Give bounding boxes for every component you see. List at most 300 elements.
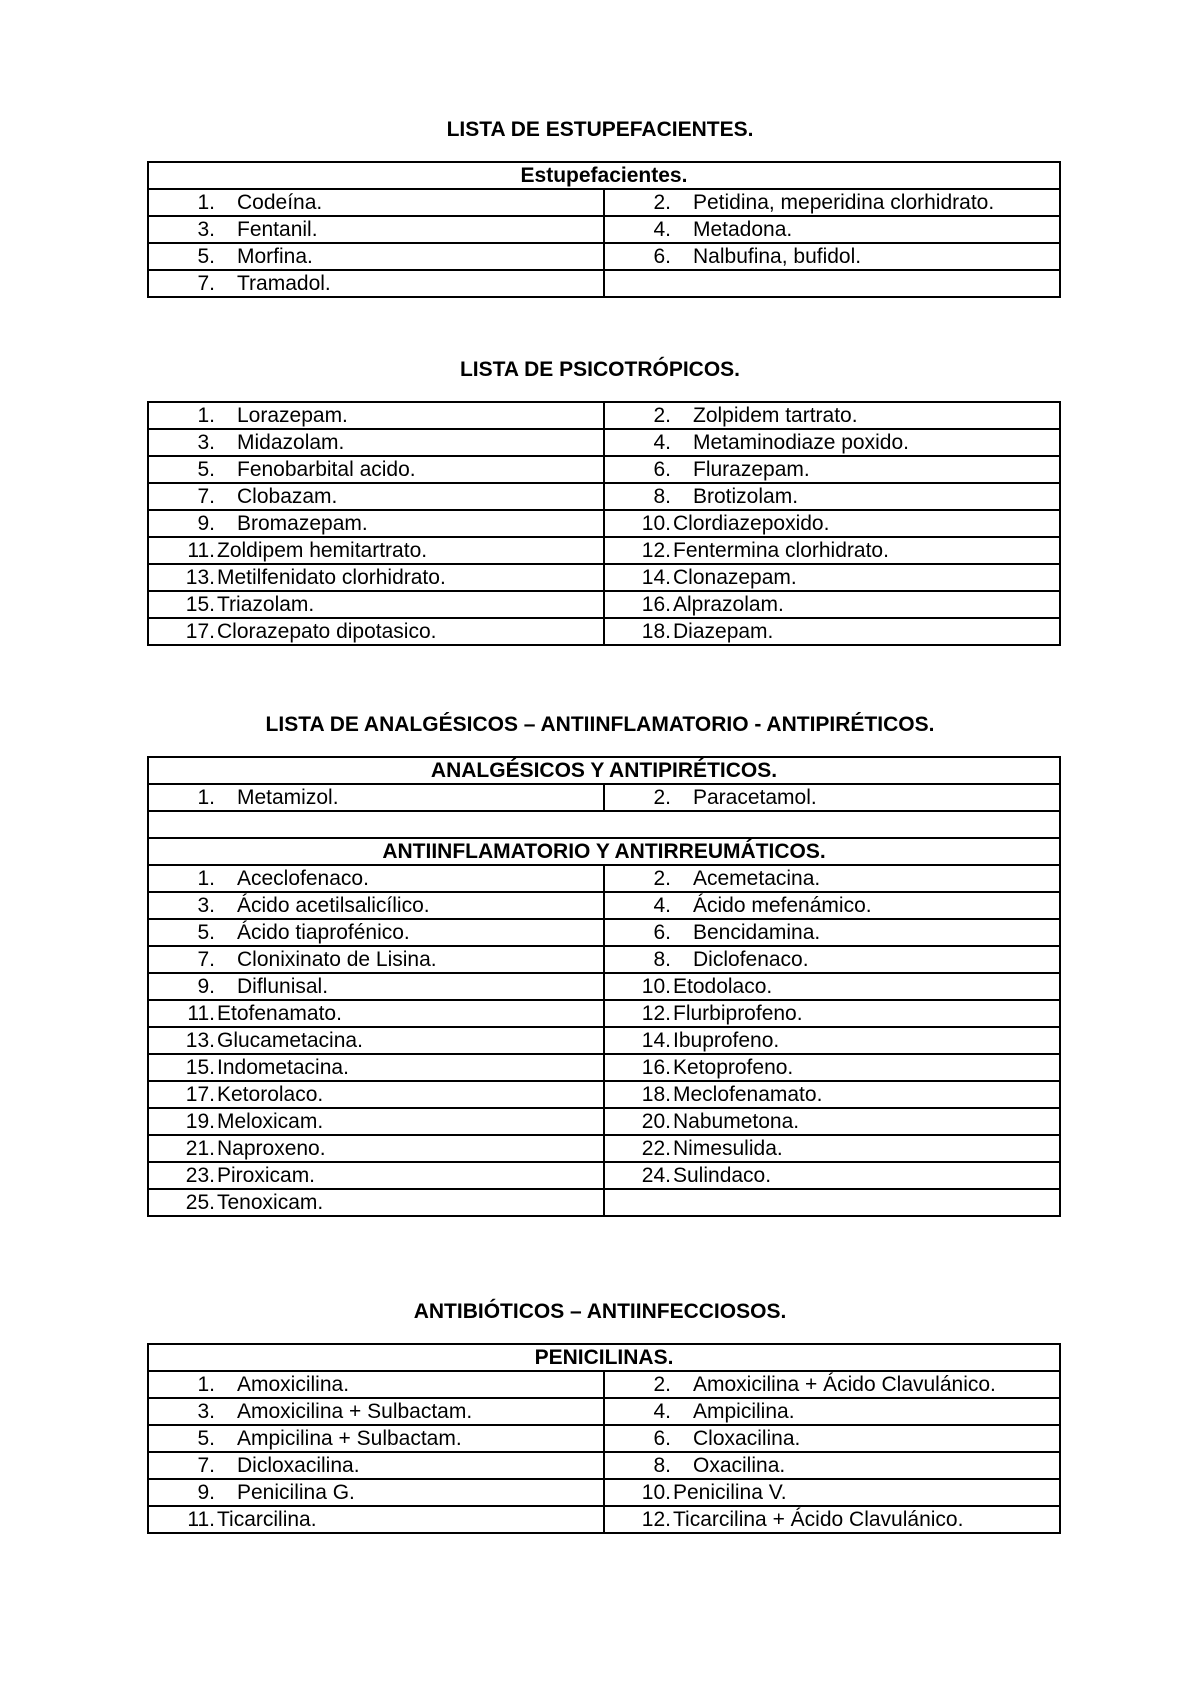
item-label: Metilfenidato clorhidrato. <box>217 566 446 589</box>
item-label: Fentanil. <box>237 218 318 241</box>
table-cell <box>148 1452 604 1479</box>
table-row <box>148 973 1060 1000</box>
item-number: 23. <box>185 1164 215 1187</box>
item-number: 21. <box>185 1137 215 1160</box>
table-row <box>148 1135 1060 1162</box>
list-item <box>149 866 603 891</box>
item-label: Midazolam. <box>237 431 345 454</box>
item-label: Ketoprofeno. <box>673 1056 794 1079</box>
list-item <box>149 403 603 428</box>
table-cell <box>148 919 604 946</box>
item-number: 18. <box>641 620 671 643</box>
table-cell <box>148 402 604 429</box>
table-row <box>148 1452 1060 1479</box>
table-cell <box>148 946 604 973</box>
list-item <box>605 866 1059 891</box>
list-item <box>605 403 1059 428</box>
table-cell <box>604 973 1060 1000</box>
item-label: Fentermina clorhidrato. <box>673 539 889 562</box>
item-number: 24. <box>641 1164 671 1187</box>
item-label: Ácido acetilsalicílico. <box>237 894 430 917</box>
list-item <box>605 947 1059 972</box>
list-item <box>149 1190 603 1215</box>
table-row <box>148 1425 1060 1452</box>
table-cell <box>148 1162 604 1189</box>
list-item <box>149 1001 603 1026</box>
table-row <box>148 1162 1060 1189</box>
table-cell <box>604 1162 1060 1189</box>
table-cell <box>604 1398 1060 1425</box>
table-header: Estupefacientes. <box>148 162 1060 189</box>
table-cell <box>604 618 1060 645</box>
list-item <box>149 920 603 945</box>
item-label: Lorazepam. <box>237 404 348 427</box>
table-cell <box>604 537 1060 564</box>
table-row <box>148 919 1060 946</box>
table-cell <box>604 1027 1060 1054</box>
list-item <box>149 484 603 509</box>
list-item <box>605 974 1059 999</box>
item-label: Etofenamato. <box>217 1002 342 1025</box>
item-number: 1. <box>197 191 215 214</box>
table-row <box>148 1479 1060 1506</box>
item-label: Meclofenamato. <box>673 1083 823 1106</box>
table-psicotropicos <box>147 401 1061 646</box>
table-cell <box>148 973 604 1000</box>
table-cell <box>604 919 1060 946</box>
item-label: Sulindaco. <box>673 1164 772 1187</box>
table-cell <box>148 618 604 645</box>
title-estupefacientes: LISTA DE ESTUPEFACIENTES. <box>446 118 754 141</box>
table-cell <box>148 784 604 811</box>
table-cell <box>148 189 604 216</box>
item-label: Clonixinato de Lisina. <box>237 948 437 971</box>
list-item <box>605 457 1059 482</box>
item-number: 7. <box>197 948 215 971</box>
item-label: Tenoxicam. <box>217 1191 324 1214</box>
list-item <box>605 1028 1059 1053</box>
item-number: 3. <box>197 894 215 917</box>
item-label: Zoldipem hemitartrato. <box>217 539 428 562</box>
list-item <box>149 457 603 482</box>
list-item <box>149 565 603 590</box>
table-cell <box>148 591 604 618</box>
item-number: 11. <box>187 539 215 562</box>
list-item <box>149 592 603 617</box>
table-cell <box>604 429 1060 456</box>
item-label: Flurbiprofeno. <box>673 1002 803 1025</box>
item-number: 2. <box>653 1373 671 1396</box>
item-number: 10. <box>641 1481 671 1504</box>
item-label: Triazolam. <box>217 593 315 616</box>
item-label: Acemetacina. <box>693 867 821 890</box>
item-label: Penicilina V. <box>673 1481 787 1504</box>
item-number: 9. <box>197 512 215 535</box>
table-row <box>148 510 1060 537</box>
item-number: 13. <box>185 1029 215 1052</box>
list-item <box>149 271 603 296</box>
item-number: 4. <box>653 894 671 917</box>
item-label: Morfina. <box>237 245 313 268</box>
table-row <box>148 243 1060 270</box>
item-label: Alprazolam. <box>673 593 784 616</box>
item-label: Brotizolam. <box>693 485 799 508</box>
list-item <box>149 1055 603 1080</box>
list-item <box>149 1109 603 1134</box>
item-number: 8. <box>653 948 671 971</box>
table-cell <box>148 865 604 892</box>
item-label: Petidina, meperidina clorhidrato. <box>693 191 995 214</box>
table-row <box>148 1027 1060 1054</box>
list-item <box>605 190 1059 215</box>
item-number: 7. <box>197 1454 215 1477</box>
table-header: PENICILINAS. <box>148 1344 1060 1371</box>
list-item <box>149 1136 603 1161</box>
item-label: Indometacina. <box>217 1056 349 1079</box>
table-row <box>148 216 1060 243</box>
item-number: 4. <box>653 431 671 454</box>
list-item <box>605 1163 1059 1188</box>
table-row <box>148 618 1060 645</box>
list-item <box>605 785 1059 810</box>
item-label: Nimesulida. <box>673 1137 783 1160</box>
list-item <box>605 1426 1059 1451</box>
item-number: 3. <box>197 1400 215 1423</box>
table-cell <box>148 1506 604 1533</box>
item-label: Nalbufina, bufidol. <box>693 245 862 268</box>
table-cell <box>604 892 1060 919</box>
item-number: 11. <box>187 1508 215 1531</box>
item-label: Piroxicam. <box>217 1164 316 1187</box>
table-cell <box>604 1108 1060 1135</box>
item-label: Dicloxacilina. <box>237 1454 360 1477</box>
table-row <box>148 591 1060 618</box>
table-cell <box>604 216 1060 243</box>
list-item <box>605 920 1059 945</box>
blank-row <box>148 811 1060 838</box>
list-item <box>605 538 1059 563</box>
item-label: Ticarcilina + Ácido Clavulánico. <box>673 1508 964 1531</box>
item-number: 25. <box>185 1191 215 1214</box>
table-cell <box>148 892 604 919</box>
table-row <box>148 483 1060 510</box>
item-number: 8. <box>653 1454 671 1477</box>
item-label: Etodolaco. <box>673 975 773 998</box>
item-label: Clobazam. <box>237 485 338 508</box>
table-cell <box>148 1189 604 1216</box>
table-cell <box>604 1054 1060 1081</box>
table-header: ANALGÉSICOS Y ANTIPIRÉTICOS. <box>148 757 1060 784</box>
list-item <box>149 1480 603 1505</box>
list-item <box>605 1055 1059 1080</box>
item-label: Clorazepato dipotasico. <box>217 620 437 643</box>
table-penicilinas <box>147 1343 1061 1534</box>
list-item <box>149 1082 603 1107</box>
table-cell <box>604 243 1060 270</box>
table-cell <box>148 429 604 456</box>
table-cell <box>148 1000 604 1027</box>
item-label: Metaminodiaze poxido. <box>693 431 909 454</box>
table-row <box>148 537 1060 564</box>
list-item <box>149 1399 603 1424</box>
item-number: 12. <box>641 539 671 562</box>
table-header: ANTIINFLAMATORIO Y ANTIRREUMÁTICOS. <box>148 838 1060 865</box>
item-label: Glucametacina. <box>217 1029 363 1052</box>
item-number: 1. <box>197 867 215 890</box>
table-cell <box>604 483 1060 510</box>
item-number: 9. <box>197 975 215 998</box>
table-cell <box>148 1027 604 1054</box>
list-item <box>149 244 603 269</box>
list-item <box>605 619 1059 644</box>
item-number: 2. <box>653 867 671 890</box>
table-row <box>148 1108 1060 1135</box>
table-cell <box>148 243 604 270</box>
item-number: 10. <box>641 975 671 998</box>
table-row <box>148 1054 1060 1081</box>
table-cell <box>604 591 1060 618</box>
item-number: 2. <box>653 191 671 214</box>
item-label: Ampicilina. <box>693 1400 795 1423</box>
table-cell <box>148 483 604 510</box>
table-cell <box>148 1398 604 1425</box>
table-cell <box>604 510 1060 537</box>
list-item <box>605 244 1059 269</box>
list-item <box>605 1507 1059 1532</box>
list-item <box>605 1136 1059 1161</box>
item-number: 8. <box>653 485 671 508</box>
item-label: Amoxicilina. <box>237 1373 350 1396</box>
list-item <box>149 1372 603 1397</box>
table-cell <box>148 1135 604 1162</box>
list-item <box>605 1001 1059 1026</box>
list-item <box>149 217 603 242</box>
table-cell <box>148 216 604 243</box>
item-number: 18. <box>641 1083 671 1106</box>
item-label: Meloxicam. <box>217 1110 324 1133</box>
item-number: 13. <box>185 566 215 589</box>
item-number: 5. <box>197 1427 215 1450</box>
item-number: 3. <box>197 431 215 454</box>
item-number: 1. <box>197 404 215 427</box>
list-item <box>605 484 1059 509</box>
item-number: 15. <box>185 593 215 616</box>
item-label: Clonazepam. <box>673 566 797 589</box>
item-label: Metadona. <box>693 218 793 241</box>
table-row <box>148 892 1060 919</box>
item-label: Ticarcilina. <box>217 1508 317 1531</box>
table-cell <box>604 1506 1060 1533</box>
item-label: Zolpidem tartrato. <box>693 404 858 427</box>
item-label: Flurazepam. <box>693 458 810 481</box>
list-item <box>149 974 603 999</box>
list-item <box>149 538 603 563</box>
item-label: Cloxacilina. <box>693 1427 801 1450</box>
item-number: 6. <box>653 1427 671 1450</box>
table-cell <box>604 402 1060 429</box>
table-row <box>148 1000 1060 1027</box>
item-label: Tramadol. <box>237 272 331 295</box>
item-label: Naproxeno. <box>217 1137 326 1160</box>
list-item <box>605 893 1059 918</box>
item-number: 14. <box>641 566 671 589</box>
item-label: Amoxicilina + Ácido Clavulánico. <box>693 1373 996 1396</box>
table-cell <box>604 1425 1060 1452</box>
table-row <box>148 1398 1060 1425</box>
list-item <box>149 1507 603 1532</box>
item-number: 16. <box>641 1056 671 1079</box>
table-row <box>148 865 1060 892</box>
table-row <box>148 1371 1060 1398</box>
table-cell <box>604 865 1060 892</box>
table-row <box>148 946 1060 973</box>
item-label: Ibuprofeno. <box>673 1029 780 1052</box>
table-estupefacientes <box>147 161 1061 298</box>
list-item <box>605 1082 1059 1107</box>
item-number: 2. <box>653 404 671 427</box>
item-label: Oxacilina. <box>693 1454 786 1477</box>
item-label: Metamizol. <box>237 786 339 809</box>
table-cell <box>148 1054 604 1081</box>
item-number: 19. <box>185 1110 215 1133</box>
list-item <box>605 1480 1059 1505</box>
item-number: 16. <box>641 593 671 616</box>
table-row <box>148 189 1060 216</box>
table-analgesicos <box>147 756 1061 1217</box>
item-number: 6. <box>653 458 671 481</box>
list-item <box>605 1453 1059 1478</box>
item-label: Fenobarbital acido. <box>237 458 416 481</box>
item-label: Ácido tiaprofénico. <box>237 921 410 944</box>
table-cell <box>148 1371 604 1398</box>
table-row <box>148 456 1060 483</box>
list-item <box>605 430 1059 455</box>
table-cell <box>604 1189 1060 1216</box>
title-analgesicos: LISTA DE ANALGÉSICOS – ANTIINFLAMATORIO - ANTIPIRÉTICOS. <box>265 713 935 736</box>
list-item <box>149 893 603 918</box>
item-number: 17. <box>185 620 215 643</box>
item-number: 2. <box>653 786 671 809</box>
list-item <box>149 785 603 810</box>
list-item <box>149 1028 603 1053</box>
table-cell <box>148 564 604 591</box>
item-number: 4. <box>653 1400 671 1423</box>
list-item <box>149 1426 603 1451</box>
item-number: 10. <box>641 512 671 535</box>
item-number: 14. <box>641 1029 671 1052</box>
list-item <box>149 190 603 215</box>
item-label: Nabumetona. <box>673 1110 800 1133</box>
item-label: Diclofenaco. <box>693 948 809 971</box>
table-cell <box>604 1081 1060 1108</box>
table-cell <box>148 537 604 564</box>
table-cell <box>148 510 604 537</box>
table-cell <box>604 946 1060 973</box>
item-number: 5. <box>197 245 215 268</box>
item-number: 12. <box>641 1002 671 1025</box>
table-cell <box>604 1371 1060 1398</box>
table-cell <box>604 1452 1060 1479</box>
item-number: 17. <box>185 1083 215 1106</box>
item-label: Bromazepam. <box>237 512 368 535</box>
item-number: 11. <box>187 1002 215 1025</box>
item-number: 7. <box>197 272 215 295</box>
table-cell <box>604 1000 1060 1027</box>
table-cell <box>148 1108 604 1135</box>
list-item <box>605 1372 1059 1397</box>
item-number: 22. <box>641 1137 671 1160</box>
item-label: Aceclofenaco. <box>237 867 369 890</box>
item-label: Diflunisal. <box>237 975 329 998</box>
table-cell <box>604 1479 1060 1506</box>
item-label: Codeína. <box>237 191 323 214</box>
list-item <box>149 1453 603 1478</box>
item-number: 7. <box>197 485 215 508</box>
table-row <box>148 270 1060 297</box>
item-label: Paracetamol. <box>693 786 817 809</box>
table-cell <box>148 1479 604 1506</box>
table-row <box>148 1081 1060 1108</box>
list-item <box>149 947 603 972</box>
table-cell <box>604 189 1060 216</box>
list-item <box>149 511 603 536</box>
item-number: 1. <box>197 1373 215 1396</box>
table-row <box>148 564 1060 591</box>
table-row <box>148 1506 1060 1533</box>
table-cell <box>604 456 1060 483</box>
list-item <box>605 1109 1059 1134</box>
table-cell <box>604 784 1060 811</box>
item-label: Ampicilina + Sulbactam. <box>237 1427 462 1450</box>
item-number: 15. <box>185 1056 215 1079</box>
item-number: 3. <box>197 218 215 241</box>
item-label: Amoxicilina + Sulbactam. <box>237 1400 473 1423</box>
item-number: 12. <box>641 1508 671 1531</box>
list-item <box>149 619 603 644</box>
list-item <box>149 430 603 455</box>
list-item <box>605 592 1059 617</box>
list-item <box>605 217 1059 242</box>
table-cell <box>148 1425 604 1452</box>
item-label: Ácido mefenámico. <box>693 894 872 917</box>
item-number: 9. <box>197 1481 215 1504</box>
list-item <box>605 565 1059 590</box>
item-number: 6. <box>653 245 671 268</box>
item-label: Clordiazepoxido. <box>673 512 830 535</box>
item-number: 4. <box>653 218 671 241</box>
title-antibioticos: ANTIBIÓTICOS – ANTIINFECCIOSOS. <box>413 1300 787 1323</box>
item-number: 20. <box>641 1110 671 1133</box>
table-cell <box>148 270 604 297</box>
table-row <box>148 784 1060 811</box>
table-row <box>148 402 1060 429</box>
item-number: 1. <box>197 786 215 809</box>
title-psicotropicos: LISTA DE PSICOTRÓPICOS. <box>459 358 741 381</box>
item-label: Ketorolaco. <box>217 1083 324 1106</box>
table-row <box>148 1189 1060 1216</box>
item-number: 5. <box>197 921 215 944</box>
item-number: 6. <box>653 921 671 944</box>
item-number: 5. <box>197 458 215 481</box>
table-cell <box>148 456 604 483</box>
list-item <box>149 1163 603 1188</box>
item-label: Diazepam. <box>673 620 774 643</box>
table-cell <box>604 564 1060 591</box>
table-cell <box>148 1081 604 1108</box>
table-cell <box>604 270 1060 297</box>
item-label: Bencidamina. <box>693 921 821 944</box>
list-item <box>605 511 1059 536</box>
